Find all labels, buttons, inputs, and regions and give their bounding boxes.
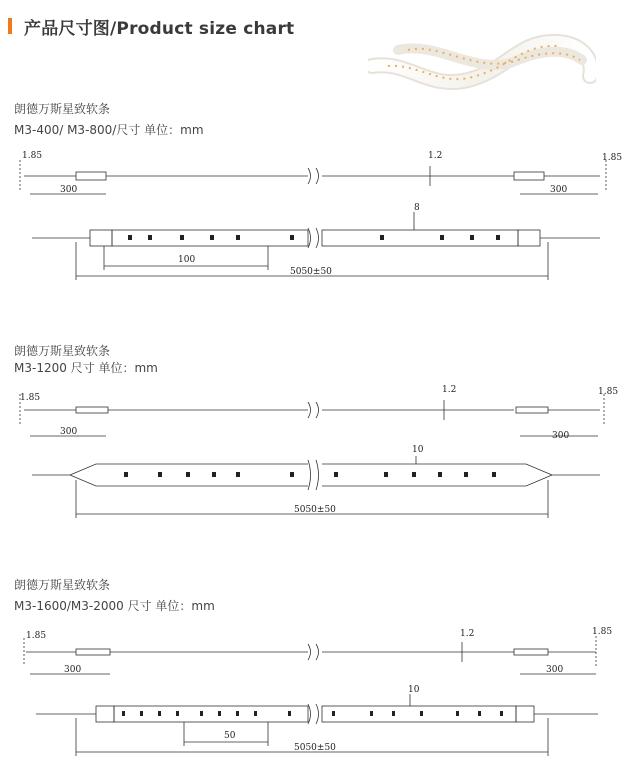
- dim-right-thickness: 1.85: [602, 153, 623, 163]
- dim-total-length: 5050±50: [290, 267, 332, 277]
- dim-width: 10: [408, 685, 420, 695]
- dim-right-thickness: 1.85: [598, 387, 619, 397]
- dim-right-thickness: 1.85: [592, 627, 613, 637]
- section-2-title: 朗德万斯星致软条: [14, 344, 111, 358]
- dim-right-length: 300: [546, 665, 564, 675]
- dim-left-length: 300: [64, 665, 82, 675]
- dim-right-length: 300: [552, 431, 570, 441]
- side-view: [24, 636, 596, 674]
- side-view: [20, 160, 606, 194]
- section-2-subtitle: M3-1200 尺寸 单位：mm: [14, 361, 158, 375]
- section-3-drawing: [0, 622, 636, 762]
- title-accent-bar: [8, 18, 12, 34]
- dim-total-length: 5050±50: [294, 743, 336, 753]
- dim-left-length: 300: [60, 185, 78, 195]
- dim-mid-thickness: 1.2: [428, 151, 443, 161]
- dim-pitch: 100: [178, 255, 196, 265]
- dim-left-thickness: 1.85: [22, 151, 43, 161]
- dim-pitch: 50: [224, 731, 236, 741]
- led-strip-product-image: [368, 20, 596, 100]
- dim-left-length: 300: [60, 427, 78, 437]
- dim-mid-thickness: 1.2: [442, 385, 457, 395]
- dim-left-thickness: 1.85: [20, 393, 41, 403]
- section-3-title: 朗德万斯星致软条: [14, 578, 111, 592]
- section-1-drawing: [0, 146, 636, 286]
- led-chips: [128, 235, 500, 240]
- page-header: [8, 12, 294, 40]
- dim-width: 10: [412, 445, 424, 455]
- side-view: [20, 394, 604, 436]
- section-3-subtitle: M3-1600/M3-2000 尺寸 单位：mm: [14, 599, 215, 613]
- dim-width: 8: [414, 203, 420, 213]
- dim-left-thickness: 1.85: [26, 631, 47, 641]
- dim-total-length: 5050±50: [294, 505, 336, 515]
- section-1-subtitle: M3-400/ M3-800/尺寸 单位：mm: [14, 123, 204, 137]
- page-title: 产品尺寸图/Product size chart: [24, 18, 295, 39]
- dim-mid-thickness: 1.2: [460, 629, 475, 639]
- led-chips: [124, 472, 496, 477]
- led-chips: [122, 711, 503, 716]
- section-1-title: 朗德万斯星致软条: [14, 102, 111, 116]
- section-2-drawing: [0, 380, 636, 520]
- dim-right-length: 300: [550, 185, 568, 195]
